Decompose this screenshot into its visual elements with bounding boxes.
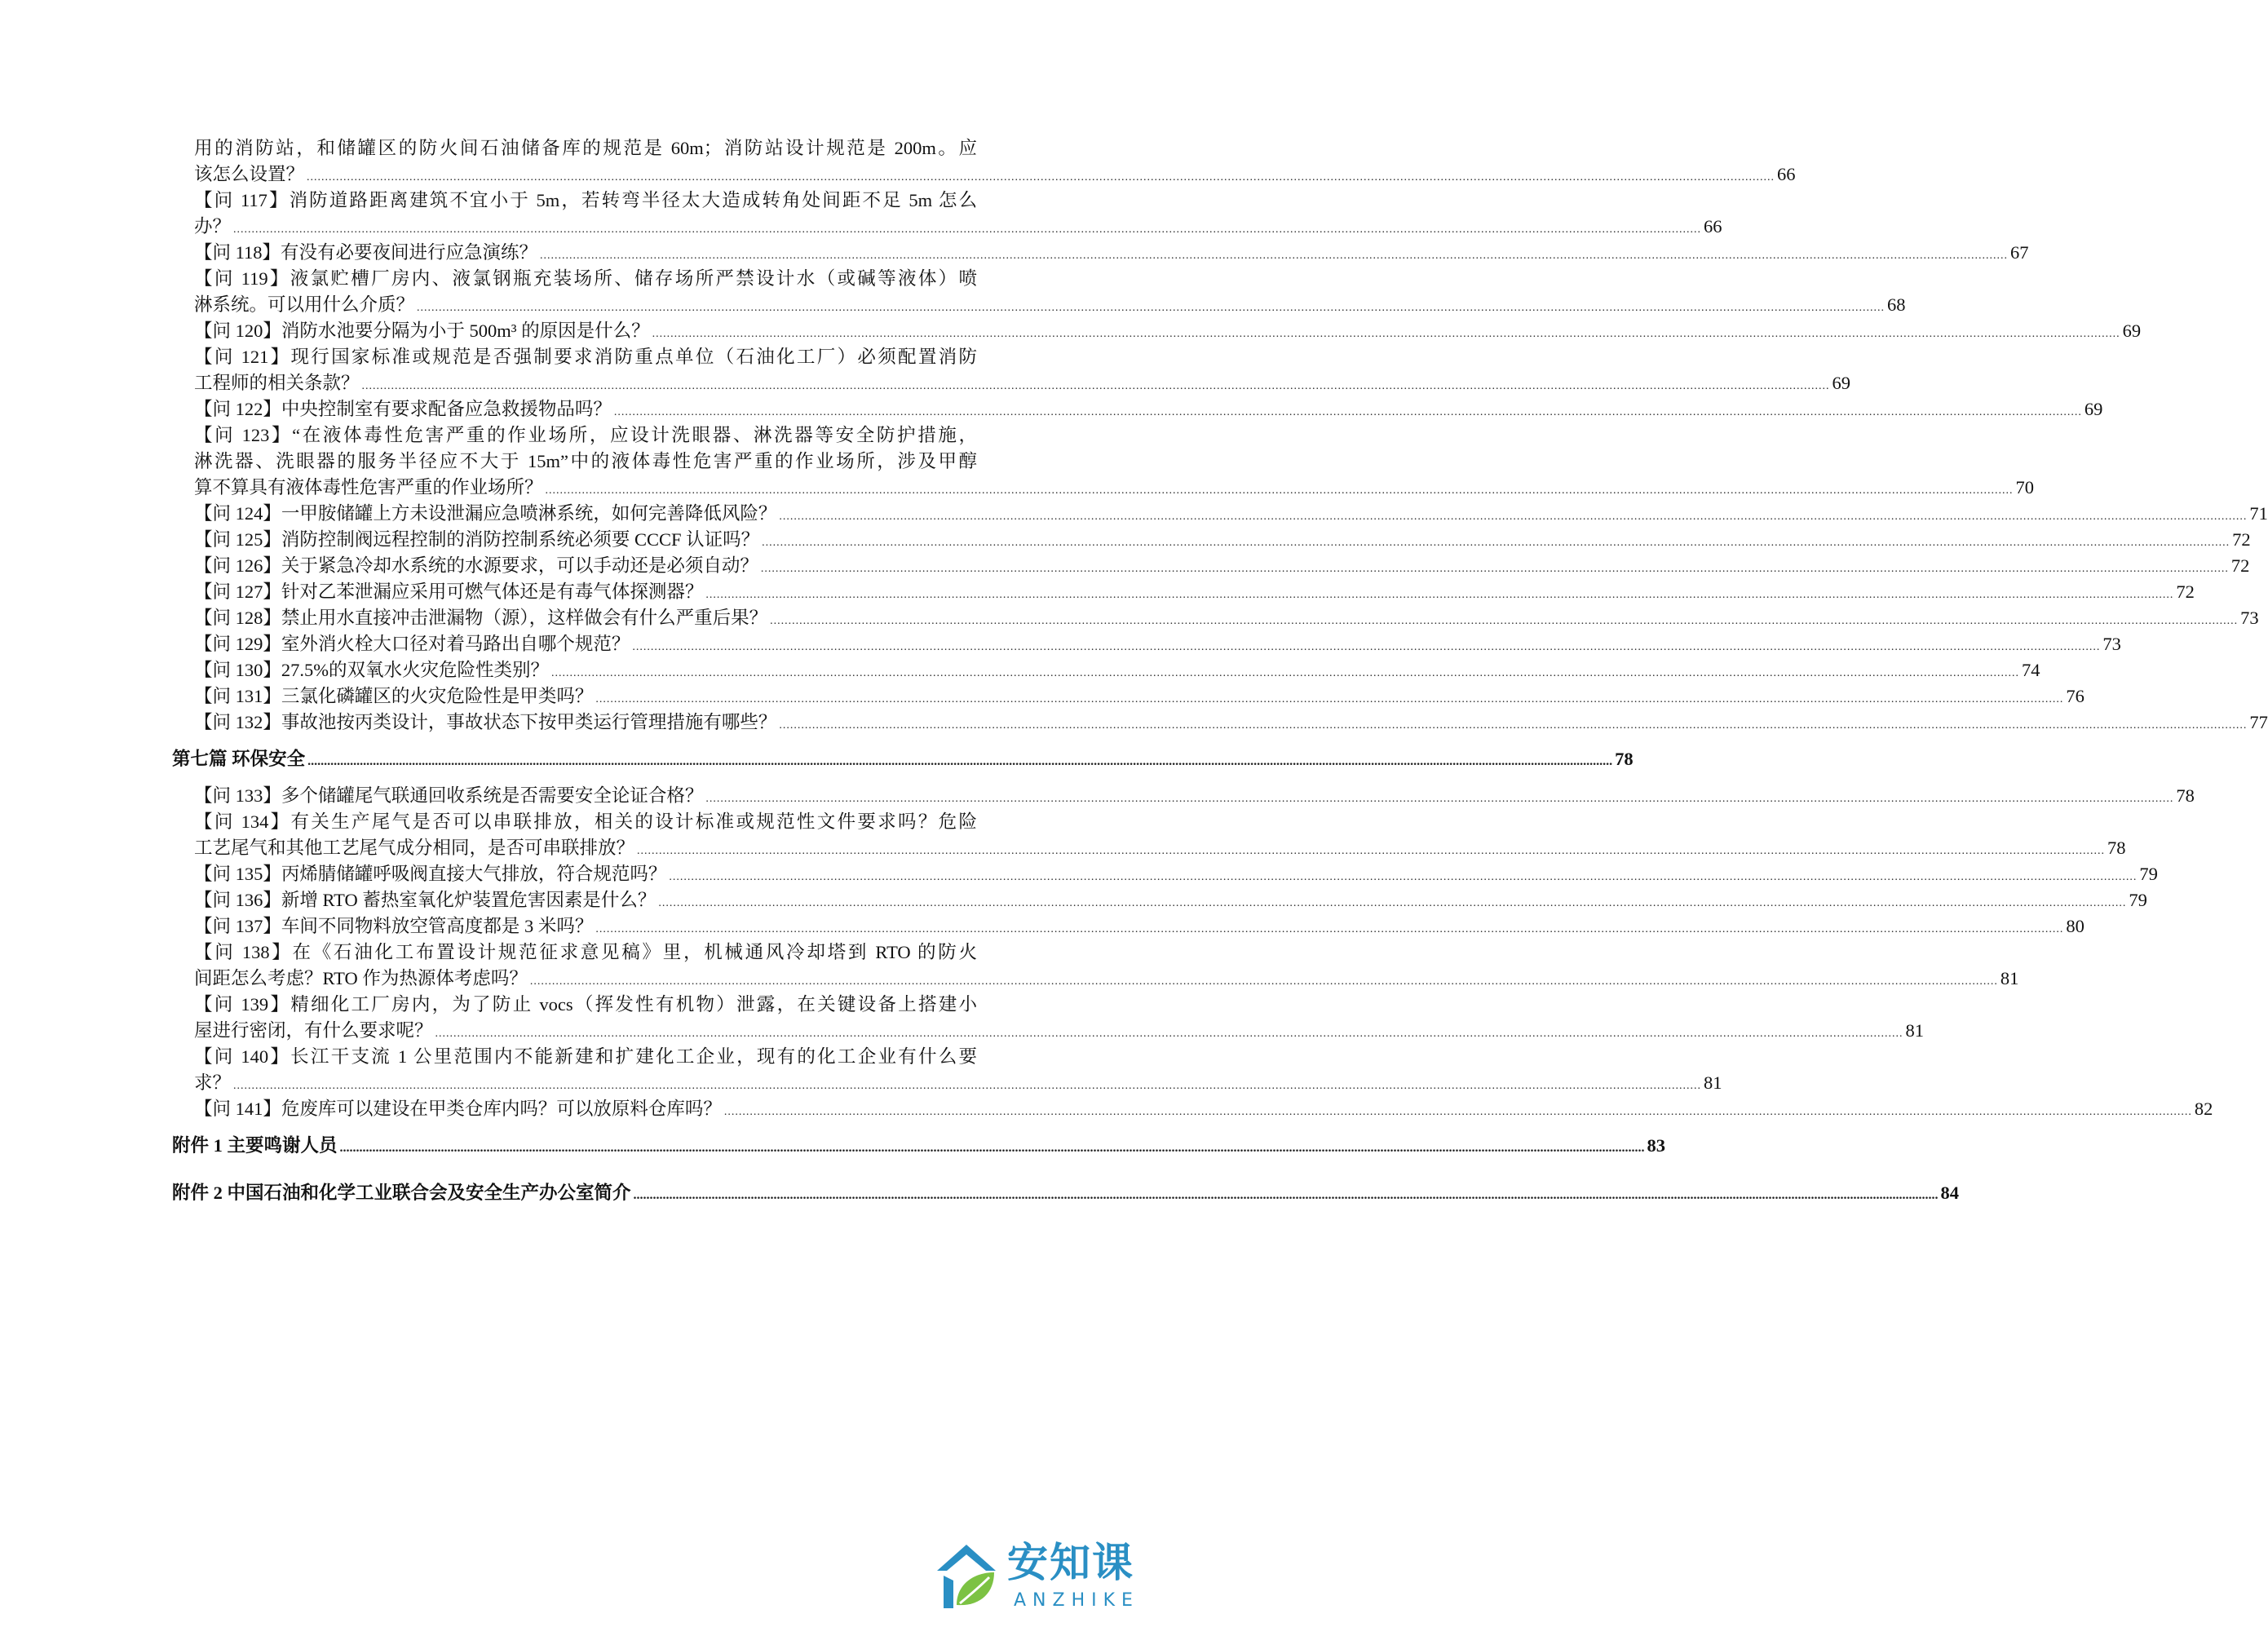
toc-page-number: 67: [2010, 242, 2029, 263]
toc-section-entry[interactable]: [172, 745, 1634, 773]
toc-entry-text: 工程师的相关条款？: [194, 373, 360, 393]
toc-question-entry[interactable]: [194, 683, 2085, 710]
toc-page-number: 83: [1647, 1135, 1666, 1156]
toc-page-number: 72: [2230, 555, 2250, 576]
toc-entry-text: 【问 119】液氯贮槽厂房内、液氯钢瓶充装场所、储存场所严禁设计水（或碱等液体）喷: [194, 268, 977, 289]
dot-leader: ................................................................................................................................................................................................................................................................................................................................................................................................................: [417, 302, 1886, 314]
toc-entry-text: 淋洗器、洗眼器的服务半径应不大于 15m”中的液体毒性危害严重的作业场所，涉及甲醇: [194, 451, 977, 471]
toc-page-number: 72: [2176, 581, 2195, 602]
dot-leader: ................................................................................................................................................................................................................................................................................................................................................................................................................: [770, 615, 2239, 627]
dot-leader: ................................................................................................................................................................................................................................................................................................................................................................................................................: [633, 1188, 1939, 1202]
toc-question-entry[interactable]: [194, 240, 2029, 266]
toc-question-entry[interactable]: [194, 887, 2147, 913]
dot-leader: ................................................................................................................................................................................................................................................................................................................................................................................................................: [779, 719, 2248, 732]
dot-leader: ................................................................................................................................................................................................................................................................................................................................................................................................................: [307, 171, 1775, 183]
dot-leader: ................................................................................................................................................................................................................................................................................................................................................................................................................: [595, 693, 2064, 705]
toc-question-entry[interactable]: [194, 913, 2085, 940]
toc-question-entry[interactable]: [194, 396, 2103, 422]
toc-entry-text: 【问 135】丙烯腈储罐呼吸阀直接大气排放，符合规范吗？: [194, 864, 667, 884]
toc-question-entry[interactable]: [194, 1044, 1722, 1096]
toc-entry-text: 【问 128】禁止用水直接冲击泄漏物（源），这样做会有什么严重后果？: [194, 608, 768, 628]
toc-section-entry[interactable]: [172, 1179, 1960, 1207]
dot-leader: ................................................................................................................................................................................................................................................................................................................................................................................................................: [540, 250, 2009, 262]
toc-question-entry[interactable]: [194, 605, 2259, 631]
toc-entry-text: 求？: [194, 1072, 232, 1093]
logo-text-english: ANZHIKE: [1014, 1590, 1139, 1611]
dot-leader: ................................................................................................................................................................................................................................................................................................................................................................................................................: [723, 1106, 2192, 1118]
toc-entry-text: 【问 134】有关生产尾气是否可以串联排放，相关的设计标准或规范性文件要求吗？危险: [194, 811, 977, 832]
toc-page-number: 70: [2015, 477, 2035, 497]
dot-leader: ................................................................................................................................................................................................................................................................................................................................................................................................................: [361, 380, 1830, 392]
toc-question-entry[interactable]: [194, 266, 1906, 318]
toc-question-entry[interactable]: [194, 422, 2035, 501]
toc-page-number: 78: [1615, 749, 1634, 769]
toc-entry-text: 【问 139】精细化工厂房内，为了防止 vocs（挥发性有机物）泄露，在关键设备上搭建小: [194, 994, 977, 1015]
toc-page-number: 81: [1704, 1072, 1722, 1093]
toc-page-number: 72: [2232, 529, 2251, 550]
toc-question-entry[interactable]: [194, 861, 2158, 887]
toc-question-entry[interactable]: [194, 135, 1796, 188]
toc-question-entry[interactable]: [194, 1096, 2213, 1122]
toc-entry-text: 【问 141】危废库可以建设在甲类仓库内吗？可以放原料仓库吗？: [194, 1099, 722, 1119]
toc-entry-text: 【问 137】车间不同物料放空管高度都是 3 米吗？: [194, 916, 594, 936]
toc-page-number: 79: [2129, 890, 2147, 910]
toc-entry-text: 工艺尾气和其他工艺尾气成分相同，是否可串联排放？: [194, 838, 635, 858]
toc-question-entry[interactable]: [194, 783, 2195, 809]
toc-question-entry[interactable]: [194, 940, 2019, 992]
dot-leader: ................................................................................................................................................................................................................................................................................................................................................................................................................: [307, 754, 1613, 768]
toc-page-number: 79: [2139, 864, 2158, 884]
toc-entry-text: 【问 129】室外消火栓大口径对着马路出自哪个规范？: [194, 634, 630, 654]
dot-leader: ................................................................................................................................................................................................................................................................................................................................................................................................................: [233, 223, 1702, 236]
dot-leader: ................................................................................................................................................................................................................................................................................................................................................................................................................: [760, 563, 2229, 575]
dot-leader: ................................................................................................................................................................................................................................................................................................................................................................................................................: [613, 406, 2082, 418]
toc-entry-text: 【问 120】消防水池要分隔为小于 500m³ 的原因是什么？: [194, 321, 650, 341]
toc-entry-text: 间距怎么考虑？RTO 作为热源体考虑吗？: [194, 968, 528, 988]
dot-leader: ................................................................................................................................................................................................................................................................................................................................................................................................................: [779, 511, 2248, 523]
house-leaf-logo-icon: [932, 1533, 1001, 1615]
dot-leader: ................................................................................................................................................................................................................................................................................................................................................................................................................: [435, 1028, 1903, 1040]
dot-leader: ................................................................................................................................................................................................................................................................................................................................................................................................................: [233, 1080, 1702, 1092]
toc-entry-text: 【问 140】长江干支流 1 公里范围内不能新建和扩建化工企业，现有的化工企业有什么要: [194, 1046, 977, 1067]
toc-page-number: 81: [1905, 1020, 1925, 1041]
toc-question-entry[interactable]: [194, 553, 2250, 579]
toc-page-number: 68: [1887, 294, 1906, 315]
toc-entry-text: 【问 125】消防控制阀远程控制的消防控制系统必须要 CCCF 认证吗？: [194, 529, 760, 550]
toc-question-entry[interactable]: [194, 188, 1722, 240]
toc-entry-text: 【问 123】“在液体毒性危害严重的作业场所，应设计洗眼器、淋洗器等安全防护措施，: [194, 425, 977, 445]
dot-leader: ................................................................................................................................................................................................................................................................................................................................................................................................................: [632, 641, 2101, 653]
dot-leader: ................................................................................................................................................................................................................................................................................................................................................................................................................: [339, 1141, 1645, 1155]
dot-leader: ................................................................................................................................................................................................................................................................................................................................................................................................................: [658, 897, 2127, 909]
toc-question-entry[interactable]: [194, 501, 2268, 527]
toc-entry-text: 【问 136】新增 RTO 蓄热室氧化炉装置危害因素是什么？: [194, 890, 657, 910]
toc-entry-text: 【问 130】27.5%的双氧水火灾危险性类别？: [194, 660, 549, 680]
toc-page-number: 74: [2022, 660, 2040, 680]
toc-entry-text: 算不算具有液体毒性危害严重的作业场所？: [194, 477, 543, 497]
dot-leader: ................................................................................................................................................................................................................................................................................................................................................................................................................: [545, 484, 2014, 497]
toc-page-number: 77: [2249, 712, 2268, 732]
logo-text-chinese: 安知课: [1007, 1539, 1134, 1586]
toc-entry-text: 【问 132】事故池按丙类设计，事故状态下按甲类运行管理措施有哪些？: [194, 712, 777, 732]
toc-entry-text: 附件 1 主要鸣谢人员: [172, 1135, 338, 1156]
toc-entry-text: 【问 121】现行国家标准或规范是否强制要求消防重点单位（石油化工厂）必须配置消防: [194, 347, 977, 367]
dot-leader: ................................................................................................................................................................................................................................................................................................................................................................................................................: [595, 923, 2064, 935]
toc-question-entry[interactable]: [194, 527, 2251, 553]
toc-page-number: 66: [1777, 164, 1796, 184]
toc-entry-text: 【问 138】在《石油化工布置设计规范征求意见稿》里，机械通风冷却塔到 RTO 的防火: [194, 942, 977, 962]
toc-page-number: 82: [2194, 1099, 2213, 1119]
toc-entry-text: 【问 133】多个储罐尾气联通回收系统是否需要安全论证合格？: [194, 785, 704, 806]
toc-entry-text: 附件 2 中国石油和化学工业联合会及安全生产办公室简介: [172, 1183, 631, 1203]
anzhike-watermark-logo: [932, 1533, 1151, 1627]
dot-leader: ................................................................................................................................................................................................................................................................................................................................................................................................................: [652, 328, 2120, 340]
section-spacer: [194, 1169, 977, 1179]
dot-leader: ................................................................................................................................................................................................................................................................................................................................................................................................................: [669, 871, 2138, 883]
toc-entry-text: 【问 127】针对乙苯泄漏应采用可燃气体还是有毒气体探测器？: [194, 581, 704, 602]
toc-page-number: 71: [2249, 503, 2268, 524]
toc-question-entry[interactable]: [194, 992, 1925, 1044]
toc-entry-text: 办？: [194, 216, 232, 237]
toc-entry-text: 第七篇 环保安全: [172, 749, 306, 769]
toc-page-number: 66: [1704, 216, 1722, 237]
toc-page-number: 69: [2122, 321, 2142, 341]
toc-entry-text: 该怎么设置？: [194, 164, 305, 184]
toc-page-number: 69: [2084, 399, 2103, 419]
toc-question-entry[interactable]: [194, 318, 2142, 344]
toc-question-entry[interactable]: [194, 579, 2195, 605]
toc-entry-text: 【问 131】三氯化磷罐区的火灾危险性是甲类吗？: [194, 686, 594, 706]
toc-entry-text: 【问 118】有没有必要夜间进行应急演练？: [194, 242, 538, 263]
dot-leader: ................................................................................................................................................................................................................................................................................................................................................................................................................: [551, 667, 2019, 679]
table-of-contents: [172, 135, 2268, 1217]
dot-leader: ................................................................................................................................................................................................................................................................................................................................................................................................................: [762, 537, 2230, 549]
toc-entry-text: 屋进行密闭，有什么要求呢？: [194, 1020, 433, 1041]
dot-leader: ................................................................................................................................................................................................................................................................................................................................................................................................................: [705, 793, 2174, 805]
toc-page-number: 73: [2240, 608, 2259, 628]
toc-page-number: 69: [1832, 373, 1851, 393]
toc-entry-text: 【问 126】关于紧急冷却水系统的水源要求，可以手动还是必须自动？: [194, 555, 758, 576]
toc-question-entry[interactable]: [194, 710, 2268, 736]
dot-leader: ................................................................................................................................................................................................................................................................................................................................................................................................................: [637, 845, 2106, 857]
toc-page-number: 76: [2066, 686, 2085, 706]
toc-page-number: 78: [2176, 785, 2195, 806]
dot-leader: ................................................................................................................................................................................................................................................................................................................................................................................................................: [705, 589, 2174, 601]
toc-question-entry[interactable]: [194, 631, 2121, 657]
toc-page-number: 78: [2107, 838, 2126, 858]
toc-entry-text: 【问 117】消防道路距离建筑不宜小于 5m，若转弯半径太大造成转角处间距不足 5m 怎么: [194, 190, 977, 210]
toc-page-number: 84: [1940, 1183, 1960, 1203]
toc-section-entry[interactable]: [172, 1132, 1666, 1160]
toc-question-entry[interactable]: [194, 344, 1851, 396]
toc-entry-text: 用的消防站，和储罐区的防火间石油储备库的规范是 60m；消防站设计规范是 200m。应: [194, 138, 977, 158]
toc-entry-text: 淋系统。可以用什么介质？: [194, 294, 415, 315]
toc-page-number: 81: [2000, 968, 2019, 988]
toc-question-entry[interactable]: [194, 657, 2040, 683]
toc-entry-text: 【问 122】中央控制室有要求配备应急救援物品吗？: [194, 399, 612, 419]
toc-entry-text: 【问 124】一甲胺储罐上方未设泄漏应急喷淋系统，如何完善降低风险？: [194, 503, 777, 524]
toc-question-entry[interactable]: [194, 809, 2126, 861]
dot-leader: ................................................................................................................................................................................................................................................................................................................................................................................................................: [529, 975, 1998, 988]
toc-page-number: 80: [2066, 916, 2085, 936]
toc-page-number: 73: [2102, 634, 2121, 654]
